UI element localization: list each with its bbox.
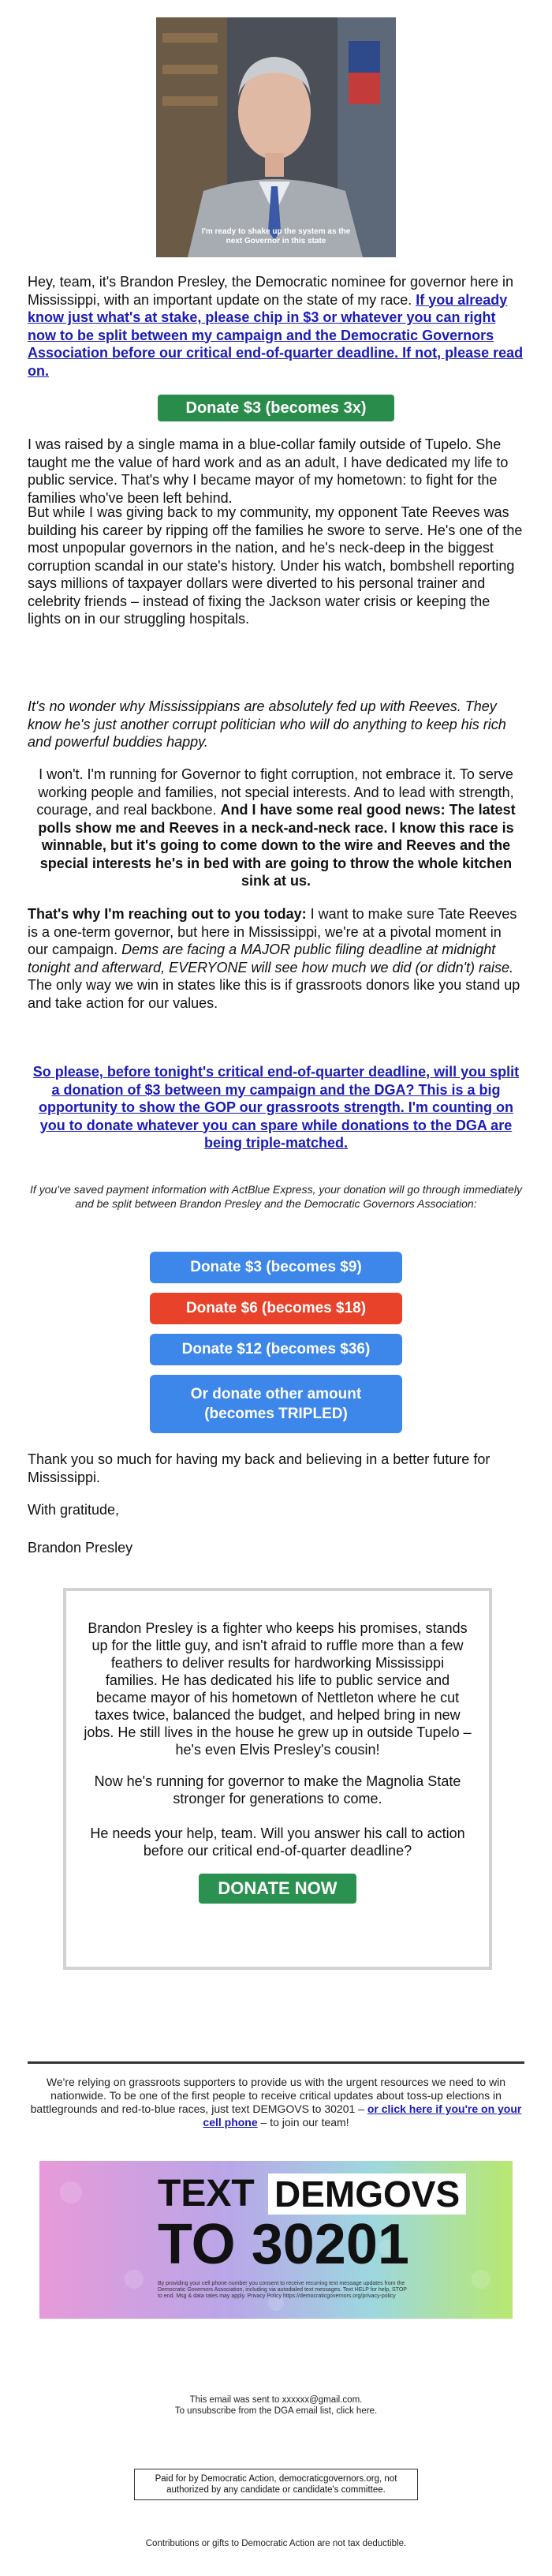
- donate-3-button[interactable]: Donate $3 (becomes $9): [150, 1252, 402, 1283]
- hero-caption: [156, 227, 396, 246]
- bio-card-paragraph-3: He needs your help, team. Will you answer his call to action before our critical end-of-quarter deadline?: [90, 1825, 465, 1859]
- donate-other-line2: (becomes TRIPLED): [204, 1406, 348, 1422]
- cta-donate-link[interactable]: So please, before tonight's critical end-of-quarter deadline, will you split a donation of $3 between my campaign and the DGA? This is a big opportunity to show the GOP our grassroots strength. I'm counting on you to donate whatever you can spare while donations to the DGA are being triple-matched.: [32, 1064, 520, 1151]
- hero-caption-line2: next Governor in this state: [226, 237, 326, 245]
- para-reaching-italic: Dems are facing a MAJOR public filing deadline at midnight tonight and afterward, EVERYONE will see how much we did (or didn't) raise.: [28, 942, 514, 975]
- intro-donate-link[interactable]: If you already know just what's at stake, please chip in $3 or whatever you can right now to be split between my campaign and the Democratic Governors Association before our critical end-of-quarter deadline. If not, please read on.: [28, 291, 524, 379]
- closing-text: With gratitude,: [28, 1502, 120, 1518]
- banner-fine-print: By providing your cell phone number you consent to receive recurring text message updates from the Democratic Governors Association, including via autodialed text messages. Text HELP for help, STOP to end. Msg & data rates may apply. Privacy Policy https://democraticgovernors.org/privacy-policy: [158, 2281, 407, 2299]
- para-italic: It's no wonder why Mississippians are absolutely fed up with Reeves. They know he's just another corrupt politician who will do anything to keep his rich and powerful buddies happy.: [28, 698, 506, 750]
- thanks-paragraph: Thank you so much for having my back and believing in a better future for Mississippi.: [28, 1451, 490, 1485]
- intro-paragraph: [28, 273, 524, 380]
- donate-6-button[interactable]: Donate $6 (becomes $18): [150, 1293, 402, 1324]
- para-raised: I was raised by a single mama in a blue-collar family outside of Tupelo. She taught me the value of hard work and as an adult, I have dedicated my life to public service. That's why I became mayor of my hometown: to fight for the families who've been left behind.: [28, 436, 509, 506]
- footer-divider: [28, 2061, 524, 2064]
- hero-video-thumbnail[interactable]: [156, 17, 396, 257]
- paid-for-text: Paid for by Democratic Action, democraticgovernors.org, not authorized by any candidate or candidate's committee.: [155, 2474, 397, 2495]
- para-reaching-bold: That's why I'm reaching out to you today:: [28, 906, 307, 922]
- candidate-portrait-image: [156, 17, 396, 257]
- donate-now-button[interactable]: DONATE NOW: [199, 1874, 356, 1904]
- para-wont-text: I won't. I'm running for Governor to fight corruption, not embrace it. To serve working people and families, not special interests. And to lead with strength, courage, and real backbone.: [36, 766, 514, 818]
- para-reaching-text2: The only way we win in states like this is if grassroots donors like you stand up and take action for our values.: [28, 977, 520, 1011]
- bio-card-paragraph-1: Brandon Presley is a fighter who keeps his promises, stands up for the little guy, and isn't afraid to ruffle more than a few feathers to deliver results for hardworking Mississippi families. He has dedicated his life to public service and became mayor of his hometown of Nettleton where he cut taxes twice, balanced the budget, and helped bring in new jobs. He still lives in the house he grew up in outside Tupelo – he's even Elvis Presley's cousin!: [84, 1620, 472, 1758]
- unsubscribe-link[interactable]: To unsubscribe from the DGA email list, click here.: [174, 2406, 378, 2416]
- hero-caption-line1: I'm ready to shake up the system as the: [201, 227, 351, 236]
- grassroots-paragraph: [28, 2076, 524, 2129]
- bio-card-paragraph-2: Now he's running for governor to make the Magnolia State stronger for generations to come.: [94, 1773, 461, 1807]
- tax-note: Contributions or gifts to Democratic Action are not tax deductible.: [145, 2539, 407, 2548]
- donate-other-button[interactable]: [150, 1375, 402, 1433]
- para-reaching-text1: I want to make sure Tate Reeves is a one-term governor, but here in Mississippi, we're at a pivotal moment in our campaign.: [28, 906, 517, 957]
- para-reaching: [28, 905, 524, 1012]
- actblue-note: If you've saved payment information with ActBlue Express, your donation will go through immediately and be split between Brandon Presley and the Democratic Governors Association:: [30, 1183, 522, 1210]
- text-demgovs-banner[interactable]: [39, 2161, 513, 2319]
- bio-card: [63, 1588, 492, 1970]
- para-wont-bold: And I have some real good news: The latest polls show me and Reeves in a neck-and-neck race. I know this race is winnable, but it's going to come down to the wire and Reeves and the special interests he's in bed with are going to throw the whole kitchen sink at us.: [38, 802, 516, 889]
- grassroots-text: We're relying on grassroots supporters to provide us with the urgent resources we need to win nationwide. To be one of the first people to receive critical updates about toss-up elections in battlegrounds and red-to-blue races, just text DEMGOVS to 30201 –: [30, 2076, 506, 2115]
- grassroots-end: – to join our team!: [257, 2116, 349, 2129]
- donate-3-pill-button[interactable]: Donate $3 (becomes 3x): [158, 395, 394, 421]
- banner-number: TO 30201: [158, 2213, 409, 2276]
- para-wont: [28, 766, 524, 890]
- donate-12-button[interactable]: Donate $12 (becomes $36): [150, 1334, 402, 1365]
- donate-other-line1: Or donate other amount: [190, 1386, 362, 1402]
- banner-code: DEMGOVS: [268, 2174, 466, 2215]
- sent-to-text: This email was sent to xxxxxx@gmail.com.: [189, 2395, 363, 2405]
- text-signup-link[interactable]: or click here if you're on your cell phone: [203, 2102, 522, 2129]
- signature-text: Brandon Presley: [28, 1540, 133, 1556]
- paid-for-box: [134, 2469, 418, 2500]
- intro-text: Hey, team, it's Brandon Presley, the Democratic nominee for governor here in Mississippi, with an important update on the state of my race.: [28, 274, 514, 308]
- cta-paragraph: [28, 1063, 524, 1152]
- banner-text-word: TEXT: [158, 2173, 255, 2215]
- para-reeves: But while I was giving back to my community, my opponent Tate Reeves was building his career by ripping off the families he swore to serve. He's one of the most unpopular governors in the nation, and he's neck-deep in the biggest corruption scandal in our state's history. Under his watch, bombshell reporting says millions of taxpayer dollars were diverted to his personal trainer and celebrity friends – instead of fixing the Jackson water crisis or keeping the lights on in our struggling hospitals.: [28, 504, 523, 627]
